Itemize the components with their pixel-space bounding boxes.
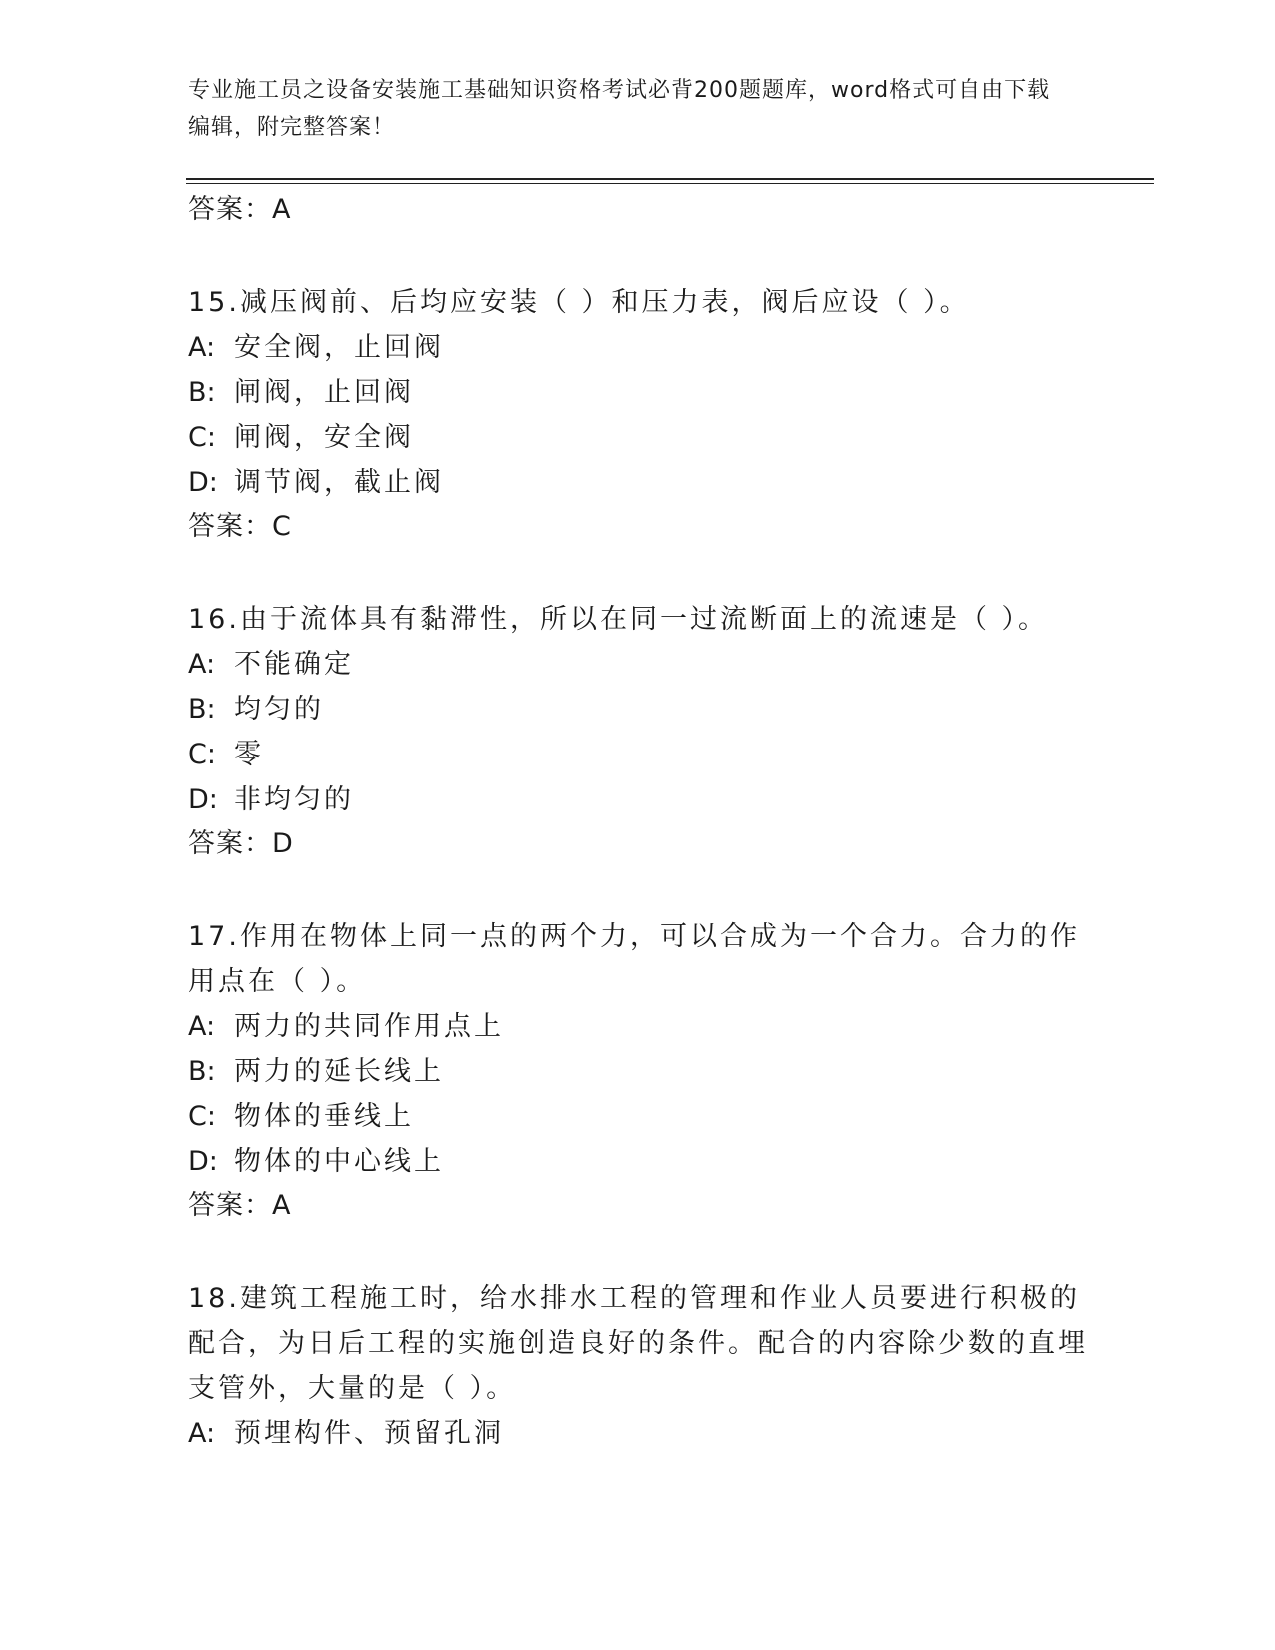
option-text: 两力的延长线上 xyxy=(234,1056,444,1087)
answer-line xyxy=(188,188,1088,232)
option-text: 预埋构件、预留孔洞 xyxy=(234,1418,504,1449)
question-15 xyxy=(188,280,1088,549)
option-key: D: xyxy=(188,1146,218,1177)
document-body xyxy=(188,188,1088,1456)
option-key: A: xyxy=(188,1011,216,1042)
option-key: A: xyxy=(188,1418,216,1449)
answer-value: C xyxy=(272,511,292,542)
option-key: C: xyxy=(188,739,216,770)
answer-label: 答案： xyxy=(188,194,272,225)
question-stem: 15.减压阀前、后均应安装（ ）和压力表，阀后应设（ ）。 xyxy=(188,287,970,318)
option-text: 均匀的 xyxy=(234,694,324,725)
option-d xyxy=(188,460,1088,505)
answer-line xyxy=(188,505,1088,549)
option-c xyxy=(188,1094,1088,1139)
option-b xyxy=(188,370,1088,415)
option-key: D: xyxy=(188,784,218,815)
option-key: B: xyxy=(188,694,216,725)
option-text: 物体的垂线上 xyxy=(234,1101,414,1132)
option-a xyxy=(188,642,1088,687)
answer-value: D xyxy=(272,828,294,859)
option-key: A: xyxy=(188,332,216,363)
option-text: 两力的共同作用点上 xyxy=(234,1011,504,1042)
option-a xyxy=(188,325,1088,370)
option-b xyxy=(188,687,1088,732)
option-text: 安全阀，止回阀 xyxy=(234,332,444,363)
option-c xyxy=(188,732,1088,777)
option-text: 闸阀，安全阀 xyxy=(234,422,414,453)
answer-label: 答案： xyxy=(188,511,272,542)
option-text: 闸阀，止回阀 xyxy=(234,377,414,408)
header-rule xyxy=(186,178,1154,184)
option-a xyxy=(188,1004,1088,1049)
option-d xyxy=(188,777,1088,822)
option-b xyxy=(188,1049,1088,1094)
answer-value: A xyxy=(272,1190,292,1221)
answer-line xyxy=(188,822,1088,866)
option-key: C: xyxy=(188,1101,216,1132)
page-header: 专业施工员之设备安装施工基础知识资格考试必背200题题库，word格式可自由下载编辑，附完整答案！ xyxy=(188,78,1051,140)
option-text: 零 xyxy=(234,739,264,770)
answer-label: 答案： xyxy=(188,1190,272,1221)
option-text: 调节阀，截止阀 xyxy=(234,467,444,498)
option-d xyxy=(188,1139,1088,1184)
option-key: D: xyxy=(188,467,218,498)
question-stem: 18.建筑工程施工时，给水排水工程的管理和作业人员要进行积极的配合，为日后工程的实施创造良好的条件。配合的内容除少数的直埋支管外，大量的是（ ）。 xyxy=(188,1283,1088,1404)
question-17 xyxy=(188,914,1088,1228)
question-stem: 17.作用在物体上同一点的两个力，可以合成为一个合力。合力的作用点在（ ）。 xyxy=(188,921,1080,997)
question-16 xyxy=(188,597,1088,866)
option-key: C: xyxy=(188,422,216,453)
option-text: 非均匀的 xyxy=(234,784,354,815)
answer-label: 答案： xyxy=(188,828,272,859)
option-key: A: xyxy=(188,649,216,680)
answer-value: A xyxy=(272,194,292,225)
option-text: 不能确定 xyxy=(234,649,354,680)
answer-line xyxy=(188,1184,1088,1228)
option-key: B: xyxy=(188,377,216,408)
option-text: 物体的中心线上 xyxy=(234,1146,444,1177)
question-stem: 16.由于流体具有黏滞性，所以在同一过流断面上的流速是（ ）。 xyxy=(188,604,1049,635)
option-key: B: xyxy=(188,1056,216,1087)
option-c xyxy=(188,415,1088,460)
option-a xyxy=(188,1411,1088,1456)
question-18 xyxy=(188,1276,1088,1456)
